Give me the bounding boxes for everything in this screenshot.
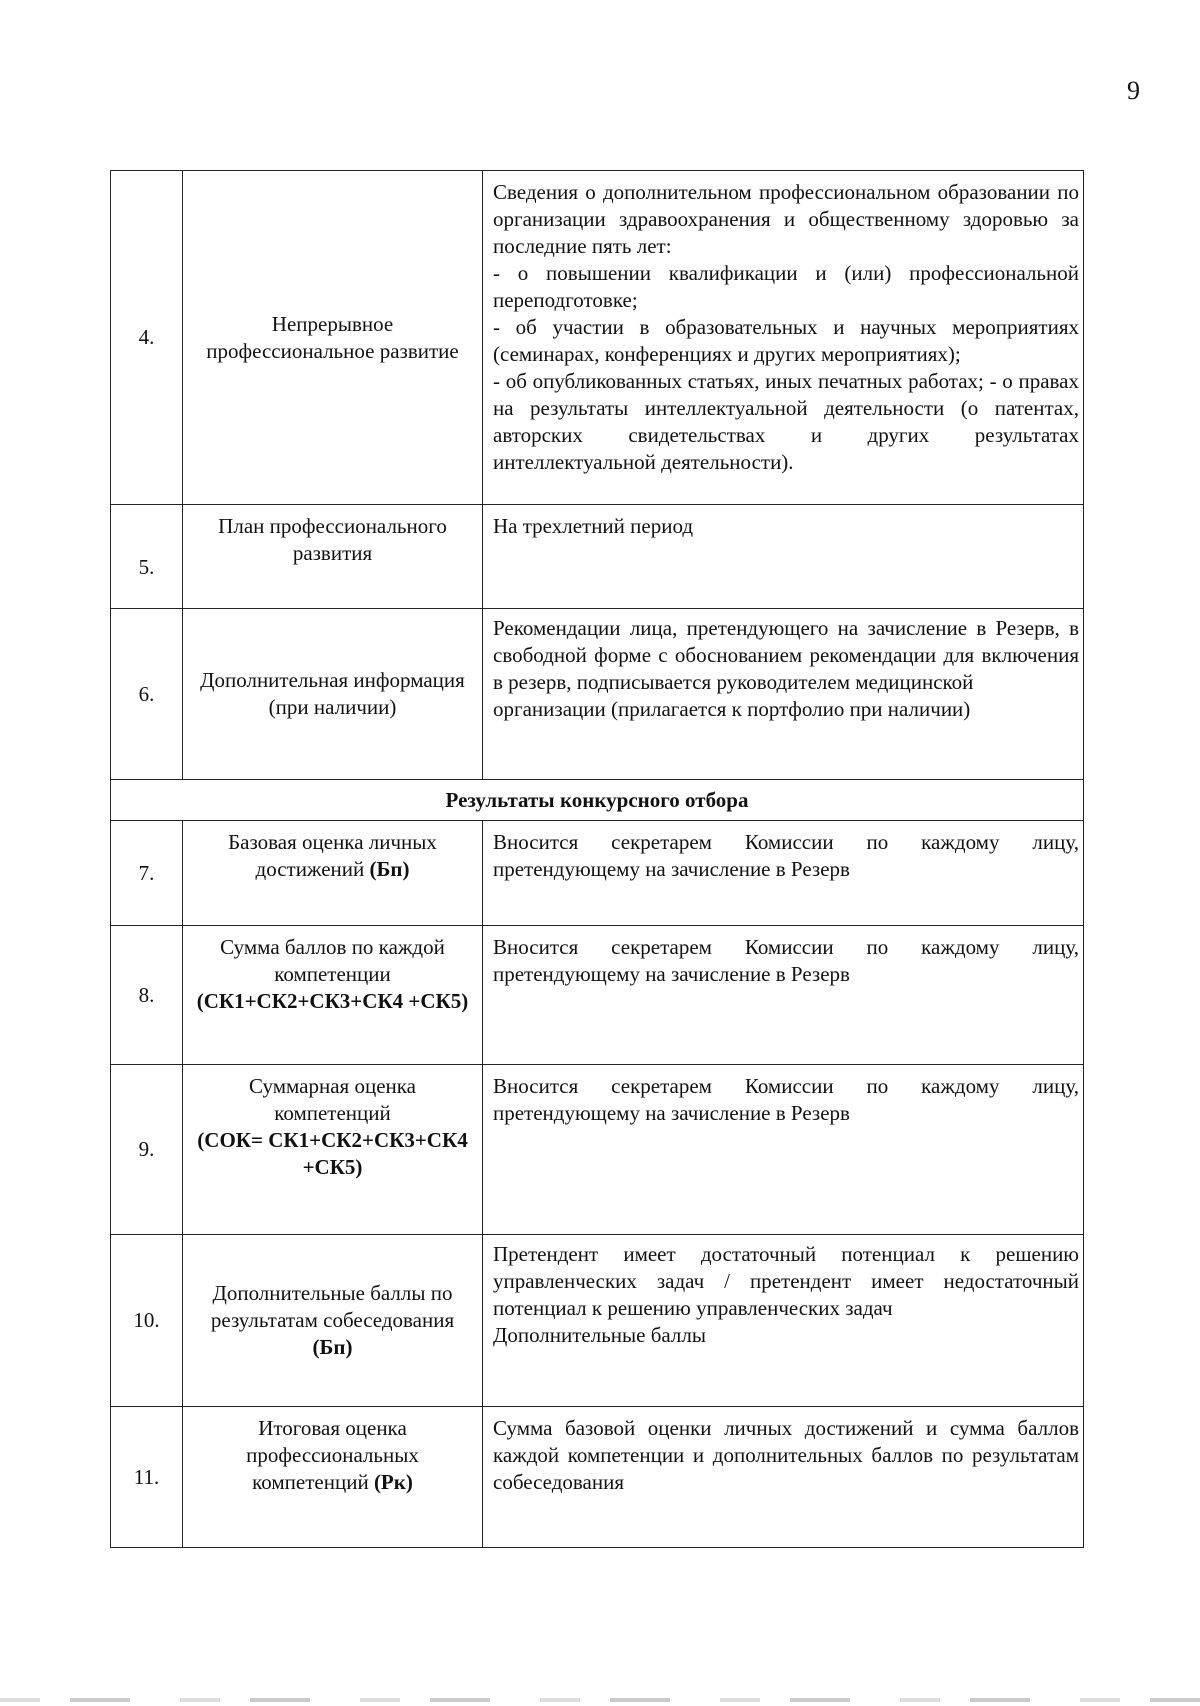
section-title: Результаты конкурсного отбора (111, 780, 1084, 821)
row-title-text: Итоговая оценка профессиональных компетенций (246, 1416, 419, 1494)
row-description (483, 171, 1084, 505)
row-description (483, 926, 1084, 1065)
description-line: Вносится секретарем Комиссии по каждому лицу, претендующему на зачисление в Резерв (493, 935, 1079, 986)
row-title (183, 1065, 483, 1235)
table-row (111, 505, 1084, 609)
description-line: Вносится секретарем Комиссии по каждому лицу, претендующему на зачисление в Резерв (493, 830, 1079, 881)
row-title-formula: (Рк) (373, 1470, 413, 1494)
row-number: 11. (111, 1407, 183, 1548)
table-row (111, 1235, 1084, 1407)
row-title (183, 1407, 483, 1548)
row-title (183, 1235, 483, 1407)
row-number: 8. (111, 926, 183, 1065)
row-title-text: Сумма баллов по каждой компетенции (220, 935, 445, 986)
description-line: Вносится секретарем Комиссии по каждому лицу, претендующему на зачисление в Резерв (493, 1074, 1079, 1125)
row-description (483, 1407, 1084, 1548)
row-description (483, 609, 1084, 780)
row-title (183, 171, 483, 505)
row-title: Дополнительная информация (при наличии) (183, 609, 483, 780)
scan-edge-artifact (0, 1698, 1200, 1702)
description-line: Претендент имеет достаточный потенциал к решению управленческих задач / претендент имеет недостаточный потенциал к решению управленческих задач (493, 1242, 1079, 1320)
row-title (183, 821, 483, 926)
page-number: 9 (1127, 76, 1140, 105)
description-line: - об участии в образовательных и научных мероприятиях (семинарах, конференциях и других мероприятиях); (493, 315, 1079, 366)
description-line: Рекомендации лица, претендующего на зачисление в Резерв, в свободной форме с обоснованием рекомендации для включения в резерв, подписывается руководителем медицинской (493, 616, 1079, 694)
row-title-text: Суммарная оценка компетенций (249, 1074, 416, 1125)
row-number: 10. (111, 1235, 183, 1407)
row-title-formula: (СОК= СК1+СК2+СК3+СК4 +СК5) (197, 1128, 468, 1179)
table-row (111, 171, 1084, 505)
description-line: Сумма базовой оценки личных достижений и сумма баллов каждой компетенции и дополнительных баллов по результатам собеседования (493, 1416, 1079, 1494)
table-row (111, 1065, 1084, 1235)
portfolio-table (110, 170, 1084, 1548)
row-number: 9. (111, 1065, 183, 1235)
table-row (111, 780, 1084, 821)
table-row (111, 926, 1084, 1065)
row-number: 4. (111, 171, 183, 505)
table-row (111, 1407, 1084, 1548)
row-description (483, 1065, 1084, 1235)
description-line: На трехлетний период (493, 514, 694, 538)
description-line: Сведения о дополнительном профессиональном образовании по организации здравоохранения и общественному здоровью за последние пять лет: (493, 180, 1079, 258)
row-title-formula: (Бп) (369, 857, 410, 881)
description-line: организации (прилагается к портфолио при наличии) (493, 697, 971, 721)
description-line: Дополнительные баллы (493, 1323, 706, 1347)
row-title-formula: (СК1+СК2+СК3+СК4 +СК5) (196, 989, 469, 1013)
row-title-text: Базовая оценка личных достижений (228, 830, 437, 881)
row-title (183, 926, 483, 1065)
description-line: - об опубликованных статьях, иных печатных работах; - о правах на результаты интеллектуальной деятельности (о патентах, авторских свидетельствах и других результатах интеллектуальной деятельности). (493, 369, 1079, 474)
row-number: 7. (111, 821, 183, 926)
description-line: - о повышении квалификации и (или) профессиональной переподготовке; (493, 261, 1079, 312)
row-description (483, 821, 1084, 926)
row-number: 6. (111, 609, 183, 780)
row-description (483, 1235, 1084, 1407)
row-title-text: Дополнительные баллы по результатам собеседования (210, 1281, 455, 1332)
row-title-formula: (Бп) (312, 1335, 353, 1359)
row-title: План профессионального развития (183, 505, 483, 609)
table-row (111, 609, 1084, 780)
row-number (111, 505, 183, 609)
row-title-text: Непрерывное профессиональное развитие (206, 311, 459, 363)
row-description (483, 505, 1084, 609)
row-number-text: 5. (138, 555, 155, 579)
table-row (111, 821, 1084, 926)
